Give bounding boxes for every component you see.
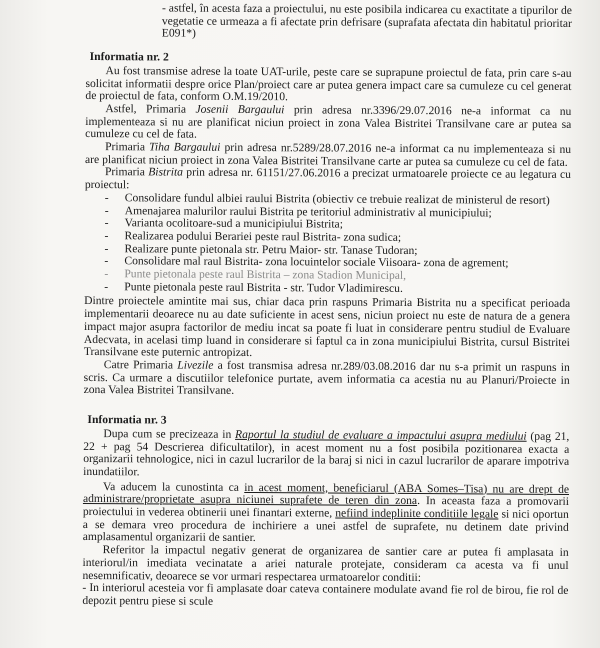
bistrita-project-list	[84, 192, 571, 297]
list-item: - Consolidare mal raul Bistrita- zona locuintelor sociale Viisoara- zona de agrement;	[104, 255, 570, 271]
info2-paragraph-josenii: Astfel, Primaria Josenii Bargaului prin adresa nr.3396/29.07.2016 ne-a informat ca nu implementeaza si nu are planificat niciun proiect in zona Valea Bistritei Transilvane care ar putea sa cumuleze cu cel de fata.	[85, 102, 572, 142]
heading-informatia-3: Informatia nr. 3	[87, 413, 167, 427]
list-item: - Punte pietonala peste raul Bistrita - str. Tudor Vladimirescu.	[104, 281, 570, 297]
info3-paragraph-impact: Referitor la impactul negativ generat de organizarea de santier care ar putea fi amplasata in interiorul/in imediata vecinatate a ariei naturale protejate, consideram ca acesta va fi unul nesemnificativ, deoarece se vor urmari respectarea urmatoarelor conditii:	[82, 543, 569, 584]
list-item: - Consolidare fundul albiei raului Bistrita (obiectiv ce trebuie realizat de ministerul de resort)	[105, 192, 571, 208]
info2-paragraph-tiha: Primaria Tiha Bargaului prin adresa nr.5289/28.07.2016 ne-a informat ca nu implementeaza si nu are planificat niciun proiect in zona Valea Bistritei Transilvane carte ar putea sa cumuleze cu cel de fata.	[84, 140, 572, 169]
heading-informatia-2: Informatia nr. 2	[89, 50, 169, 64]
info3-paragraph-conditions: - In interiorul acesteia vor fi amplasate doar cateva containere modulate avand fie rol de birou, fie rol de depozit pentru piese si scule	[82, 581, 569, 608]
intro-dash-item: - astfel, în acesta faza a proiectului, nu este posibila indicarea cu exactitate a tipurilor de vegetatie ce urmeaza a fi afectate prin defrisare (suprafata afectata din habitatul prioritar E091*)	[161, 1, 572, 41]
list-item: - Amenajarea malurilor raului Bistrita pe teritoriul administrativ al municipiului;	[105, 205, 571, 221]
info2-paragraph-1: Au fost transmise adrese la toate UAT-urile, peste care se suprapune proiectul de fata, prin care s-au solicitat informatii despre orice Plan/proiect care ar putea genera impact care sa cumuleze cu cel generat de proiectul de fata, conform O.M.19/2010.	[85, 63, 572, 104]
info3-paragraph-beneficiar: Va aducem la cunostinta ca in acest moment, beneficiarul (ABA Somes–Tisa) nu are drept de administrare/proprietate asupra niciunei suprafete de teren din zona. In aceasta faza a promovarii proiectului in vederea obtinerii unei finantari externe, nefiind indeplinite conditiile legale si nici oportun a se demara vreo procedura de inchiriere a unei astfel de suprafete, nu detinem date privind amplasamentul organizarii de santier.	[82, 479, 570, 545]
list-item: - Varianta ocolitoare-sud a municipiului Bistrita;	[105, 217, 571, 233]
list-item: - Realizare punte pietonala str. Petru Maior- str. Tanase Tudoran;	[104, 243, 570, 259]
list-item: - Realizarea podului Berariei peste raul Bistrita- zona sudica;	[105, 230, 571, 246]
list-item: - Punte pietonala peste raul Bistrita – zona Stadion Municipal,	[104, 268, 570, 284]
info3-paragraph-raport: Dupa cum se precizeaza in Raportul la studiul de evaluare a impactului asupra mediului (pag 21, 22 + pag 54 Descrierea dificultatilor), in acest moment nu a fost posibila pozitionarea exacta a organizarii tehnologice, nici in cazul lucrarilor de la baraj si nici in cazul lucrarilor de aparare impotriva inundatiilor.	[83, 426, 570, 479]
document-body	[82, 2, 572, 611]
info2-paragraph-bistrita: Primaria Bistrita prin adresa nr. 61151/27.06.2016 a precizat urmatoarele proiecte ce au legatura cu proiectul:	[84, 165, 571, 192]
info2-paragraph-conclusion: Dintre proiectele amintite mai sus, chiar daca prin raspuns Primaria Bistrita nu a specificat perioada implementarii deoarece nu au date suficiente in acest sens, niciun proiect nu este de natura de a genera impact major asupra factorilor de mediu incat sa poate fi luat in considerare pentru studiul de Evaluare Adecvata, in acelasi timp luand in considerare si faptul ca in zona municipiului Bistrita, cursul Bistritei Transilvane este puternic antropizat.	[83, 294, 571, 360]
info2-paragraph-livezile: Catre Primaria Livezile a fost transmisa adresa nr.289/03.08.2016 dar nu s-a primit un raspuns in scris. Ca urmare a discutiilor telefonice purtate, avem informatia ca acestia nu au Planuri/Proiecte in zona Valea Bistritei Transilvane.	[83, 358, 570, 398]
